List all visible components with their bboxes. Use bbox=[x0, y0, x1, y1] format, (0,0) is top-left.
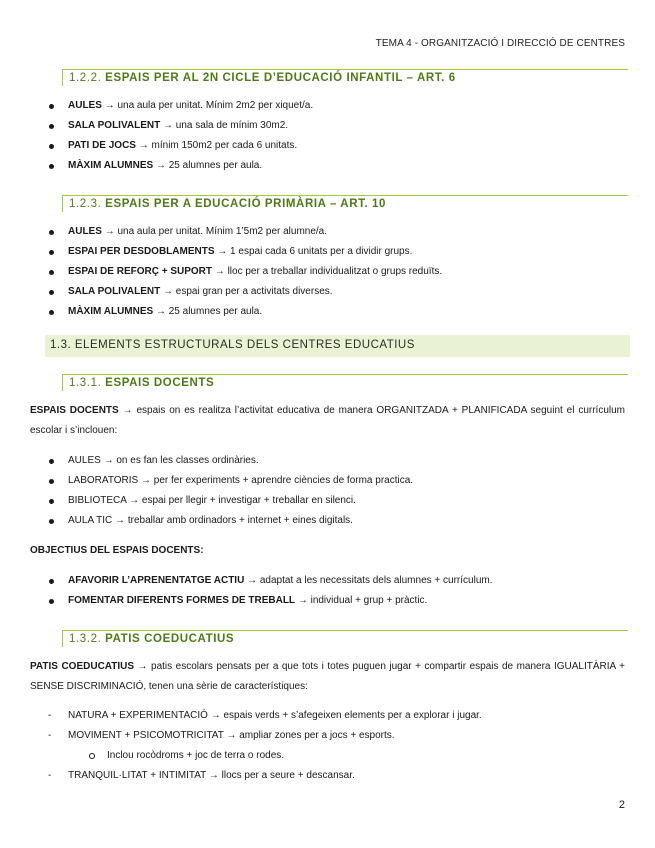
list-item: MÀXIM ALUMNES → 25 alumnes per aula. bbox=[68, 302, 442, 322]
list-objectives bbox=[68, 571, 493, 611]
list-item: PATI DE JOCS → mínim 150m2 per cada 6 unitats. bbox=[68, 136, 313, 156]
list-item: - NATURA + EXPERIMENTACIÓ → espais verds + s’afegeixen elements per a explorar i jugar. bbox=[68, 706, 482, 726]
running-header: TEMA 4 - ORGANITZACIÓ I DIRECCIÓ DE CENTRES bbox=[375, 38, 625, 49]
heading-1-2-3 bbox=[62, 195, 628, 212]
list-item: LABORATORIS → per fer experiments + aprendre ciències de forma practica. bbox=[68, 471, 413, 491]
heading-number: 1.3.2. bbox=[69, 633, 102, 645]
list-item: AULES → una aula per unitat. Mínim 1’5m2 per alumne/a. bbox=[68, 222, 442, 242]
heading-number: 1.2.2. bbox=[69, 72, 102, 84]
heading-number: 1.3. bbox=[50, 339, 72, 351]
heading-1-3-1 bbox=[62, 374, 628, 391]
list-item: AULA TIC → treballar amb ordinadors + internet + eines digitals. bbox=[68, 511, 413, 531]
list-item: AULES → on es fan les classes ordinàries. bbox=[68, 451, 413, 471]
list-patis bbox=[68, 706, 482, 786]
list-item: ESPAI DE REFORÇ + SUPORT → lloc per a treballar individualitzat o grups reduïts. bbox=[68, 262, 442, 282]
list-item: - MOVIMENT + PSICOMOTRICITAT → ampliar zones per a jocs + esports. bbox=[68, 726, 482, 746]
paragraph-espais-docents: ESPAIS DOCENTS → espais on es realitza l’activitat educativa de manera ORGANITZADA + PLANIFICADA seguint el currículum escolar i s’inclouen: bbox=[30, 405, 625, 436]
list-item: AULES → una aula per unitat. Mínim 2m2 per xiquet/a. bbox=[68, 96, 313, 116]
page-number: 2 bbox=[618, 799, 625, 811]
heading-1-3-2 bbox=[62, 630, 628, 647]
paragraph-patis-coeducatius: PATIS COEDUCATIUS → patis escolars pensats per a que tots i totes puguen jugar + compartir espais de manera IGUALITÀRIA + SENSE DISCRIMINACIÓ, tenen una sèrie de característiques: bbox=[30, 661, 625, 692]
list-item: SALA POLIVALENT → una sala de mínim 30m2. bbox=[68, 116, 313, 136]
heading-title: ESPAIS PER A EDUCACIÓ PRIMÀRIA – ART. 10 bbox=[105, 198, 387, 210]
list-item: SALA POLIVALENT → espai gran per a activitats diverses. bbox=[68, 282, 442, 302]
objectives-label: OBJECTIUS DEL ESPAIS DOCENTS: bbox=[30, 545, 204, 556]
list-1-2-2 bbox=[68, 96, 313, 176]
heading-1-2-2 bbox=[62, 69, 628, 86]
list-subitem: Inclou rocòdroms + joc de terra o rodes. bbox=[68, 746, 482, 766]
heading-title: ESPAIS PER AL 2N CICLE D’EDUCACIÓ INFANTIL – ART. 6 bbox=[105, 72, 456, 84]
heading-number: 1.2.3. bbox=[69, 198, 102, 210]
list-1-2-3 bbox=[68, 222, 442, 322]
heading-title: PATIS COEDUCATIUS bbox=[105, 633, 235, 645]
heading-1-3 bbox=[45, 335, 630, 357]
list-item: FOMENTAR DIFERENTS FORMES DE TREBALL → individual + grup + pràctic. bbox=[68, 591, 493, 611]
list-item: AFAVORIR L’APRENENTATGE ACTIU → adaptat a les necessitats dels alumnes + currículum. bbox=[68, 571, 493, 591]
list-item: MÀXIM ALUMNES → 25 alumnes per aula. bbox=[68, 156, 313, 176]
list-espais-docents bbox=[68, 451, 413, 531]
list-item: - TRANQUIL·LITAT + INTIMITAT → llocs per a seure + descansar. bbox=[68, 766, 482, 786]
heading-number: 1.3.1. bbox=[69, 377, 102, 389]
heading-title: ESPAIS DOCENTS bbox=[105, 377, 215, 389]
list-item: ESPAI PER DESDOBLAMENTS → 1 espai cada 6 unitats per a dividir grups. bbox=[68, 242, 442, 262]
heading-title: ELEMENTS ESTRUCTURALS DELS CENTRES EDUCATIUS bbox=[74, 339, 415, 351]
list-item: BIBLIOTECA → espai per llegir + investigar + treballar en silenci. bbox=[68, 491, 413, 511]
